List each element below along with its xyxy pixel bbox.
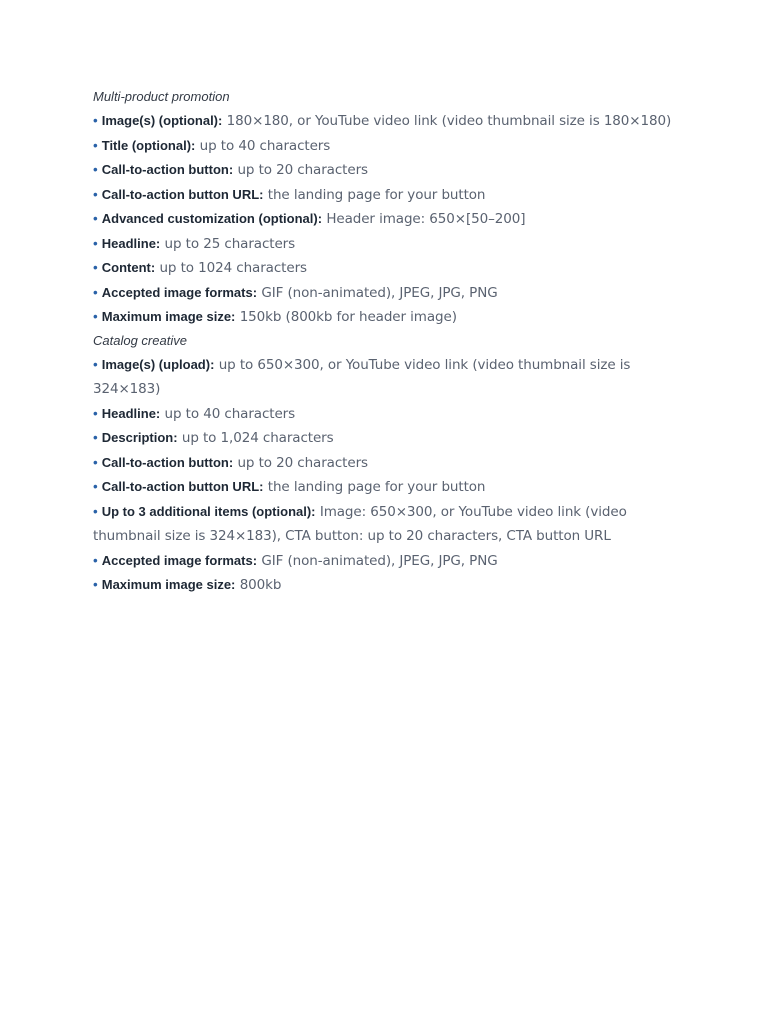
spec-list [93,109,673,330]
spec-label: Accepted image formats: [101,552,258,568]
bullet: • [93,454,98,470]
spec-item-image-formats [93,281,673,306]
spec-label: Title (optional): [101,137,196,153]
spec-label: Advanced customization (optional): [101,211,323,226]
spec-value: up to 20 characters [237,162,368,178]
section-heading: Catalog creative [93,332,187,348]
section-multi-product-promotion [93,88,673,330]
bullet: • [93,211,98,226]
spec-label: Call-to-action button: [101,162,234,177]
bullet: • [93,405,98,421]
spec-item-content [93,256,673,281]
bullet: • [93,113,98,128]
spec-value: up to 20 characters [237,454,368,471]
spec-value: 180×180, or YouTube video link (video thumbnail size is 180×180) [226,113,672,129]
bullet: • [93,479,98,494]
spec-item-max-image-size [93,573,673,598]
bullet: • [93,309,98,324]
spec-item-description [93,426,673,451]
spec-label: Accepted image formats: [101,284,258,300]
bullet: • [93,260,98,275]
bullet: • [93,186,98,202]
spec-label: Maximum image size: [101,309,236,324]
bullet: • [93,577,98,592]
spec-item-images-upload [93,353,673,402]
spec-item-headline [93,232,673,257]
spec-label: Headline: [101,235,161,251]
spec-value: the landing page for your button [267,186,486,203]
spec-label: Up to 3 additional items (optional): [101,503,316,519]
spec-item-advanced-customization [93,207,673,232]
bullet: • [93,235,98,251]
spec-value: Header image: 650×[50–200] [326,211,526,227]
spec-label: Call-to-action button URL: [101,479,264,494]
spec-item-image-formats [93,549,673,574]
spec-list [93,353,673,598]
spec-label: Maximum image size: [101,577,236,592]
bullet: • [93,430,98,445]
bullet: • [93,137,98,153]
spec-value: GIF (non-animated), JPEG, JPG, PNG [261,552,498,569]
document-page [93,88,673,600]
spec-item-max-image-size [93,305,673,330]
spec-item-cta-button [93,451,673,476]
spec-item-cta-url [93,475,673,500]
spec-value: Image: 650×300, or YouTube video link (video thumbnail size is 324×183), CTA button: up to 20 characters, CTA button URL [93,503,627,544]
spec-value: up to 40 characters [164,405,296,422]
section-heading: Multi-product promotion [93,89,230,104]
spec-value: up to 650×300, or YouTube video link (video thumbnail size is 324×183) [93,356,631,397]
spec-label: Call-to-action button URL: [101,186,264,202]
spec-item-cta-url [93,183,673,208]
spec-value: GIF (non-animated), JPEG, JPG, PNG [261,284,498,301]
spec-value: up to 1,024 characters [181,430,334,446]
spec-value: up to 1024 characters [159,260,307,276]
spec-item-images [93,109,673,134]
bullet: • [93,552,98,568]
section-catalog-creative [93,332,673,598]
bullet: • [93,356,98,372]
spec-value: 150kb (800kb for header image) [239,309,457,325]
bullet: • [93,162,98,177]
spec-label: Headline: [101,405,161,421]
spec-value: 800kb [239,577,282,593]
spec-label: Content: [101,260,156,275]
bullet: • [93,503,98,519]
spec-item-additional-items [93,500,673,549]
spec-label: Description: [101,430,178,445]
spec-value: up to 25 characters [164,235,296,252]
spec-item-title [93,134,673,159]
spec-item-cta-button [93,158,673,183]
spec-value: the landing page for your button [267,479,486,495]
spec-label: Call-to-action button: [101,454,234,470]
spec-item-headline [93,402,673,427]
bullet: • [93,284,98,300]
spec-label: Image(s) (optional): [101,113,223,128]
spec-value: up to 40 characters [199,137,331,154]
spec-label: Image(s) (upload): [101,356,215,372]
